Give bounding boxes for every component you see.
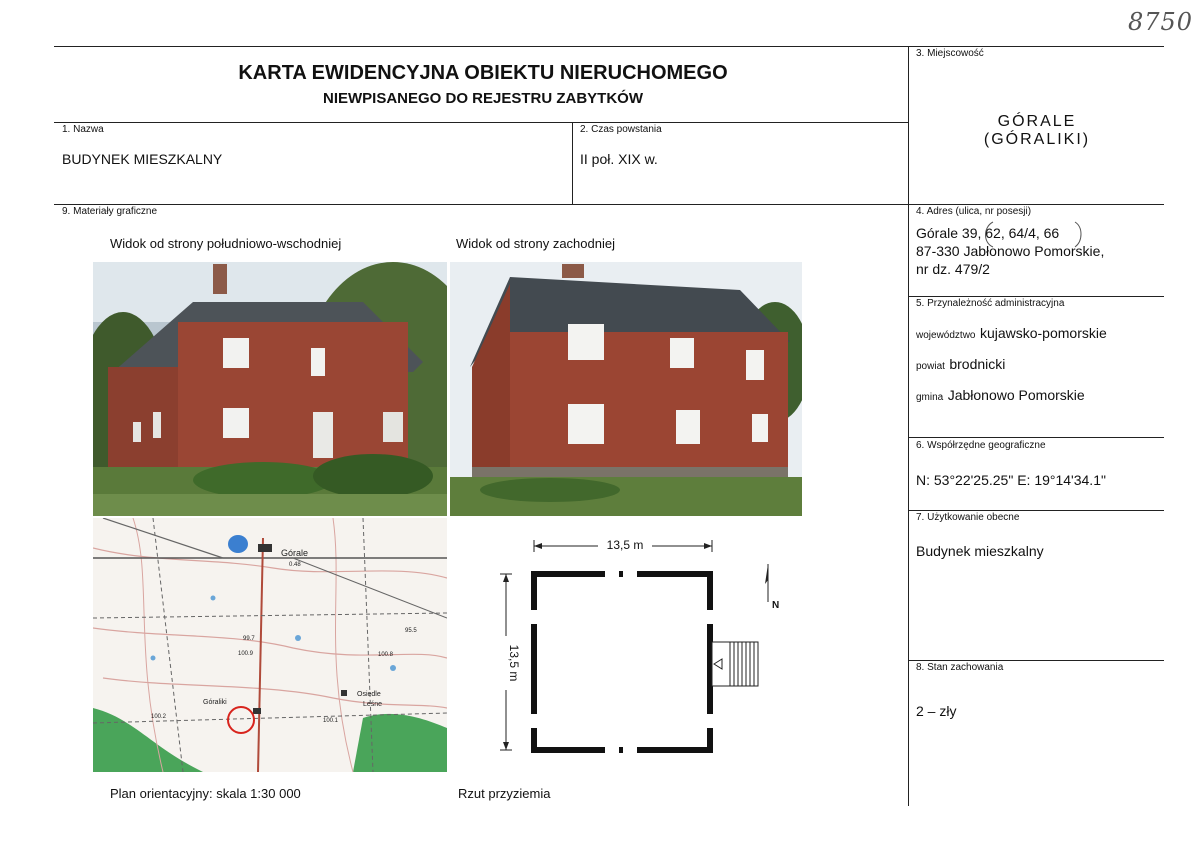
commune-prefix: gmina [916, 392, 944, 403]
locality-name: GÓRALE [997, 113, 1077, 130]
map-spot-1002: 100.2 [151, 714, 167, 720]
field-condition-label: 8. Stan zachowania [916, 662, 1004, 673]
field-usage-value: Budynek mieszkalny [916, 543, 1044, 559]
caption-ground-plan: Rzut przyziemia [458, 786, 551, 801]
ground-plan-drawing [450, 518, 802, 778]
caption-photo-southeast: Widok od strony południowo-wschodniej [110, 236, 342, 251]
map-spot-997: 99.7 [243, 636, 255, 642]
field-name-label: 1. Nazwa [62, 124, 104, 135]
address-line-1: Górale 39, 62, 64/4, 66 [916, 225, 1060, 241]
county-value: brodnicki [949, 356, 1006, 372]
caption-photo-west: Widok od strony zachodniej [456, 236, 615, 251]
map-spot-1009: 100.9 [238, 651, 254, 657]
map-label-goraliki: Góraliki [203, 699, 227, 706]
field-coords-label: 6. Współrzędne geograficzne [916, 440, 1046, 451]
handwritten-circle-mark [979, 219, 1019, 249]
field-locality-value [910, 113, 1164, 149]
handwritten-bracket-mark [1071, 219, 1091, 249]
map-spot-1008: 100.8 [378, 652, 394, 658]
field-condition-value: 2 – zły [916, 703, 957, 719]
plan-height-label: 13,5 m [507, 644, 521, 682]
section-divider [54, 204, 1164, 205]
field-graphics-label: 9. Materiały graficzne [62, 206, 158, 217]
photo-west-view [450, 262, 802, 516]
name-date-divider [572, 122, 573, 204]
plan-width-label: 13,5 m [606, 538, 644, 552]
address-line-3: nr dz. 479/2 [916, 261, 990, 277]
photo-southeast-image [93, 262, 447, 516]
handwritten-number: 8750 [1128, 8, 1194, 36]
ground-plan [450, 518, 802, 778]
commune-value: Jabłonowo Pomorskie [947, 387, 1085, 403]
map-label-lesne: Leśne [363, 701, 383, 708]
map-label-gorale: Górale [281, 548, 309, 558]
page-subtitle: NIEWPISANEGO DO REJESTRU ZABYTKÓW [322, 90, 644, 107]
map-spot-955: 95.5 [405, 628, 417, 634]
locality-alt-name: (GÓRALIKI) [983, 131, 1091, 148]
page-title: KARTA EWIDENCYJNA OBIEKTU NIERUCHOMEGO [238, 62, 728, 84]
address-line-2: 87-330 Jabłonowo Pomorskie, [916, 243, 1105, 259]
voivodeship-value: kujawsko-pomorskie [979, 325, 1107, 341]
field-usage-label: 7. Użytkowanie obecne [916, 512, 1020, 523]
map-label-osiedle: Osiedle [357, 691, 381, 698]
divider-6-7 [908, 510, 1164, 511]
north-indicator: N [772, 600, 780, 611]
voivodeship-prefix: województwo [916, 330, 976, 341]
photo-west-image [450, 262, 802, 516]
field-date-label: 2. Czas powstania [580, 124, 662, 135]
field-name-value: BUDYNEK MIESZKALNY [62, 151, 223, 167]
map-spot-048: 0.48 [289, 562, 301, 568]
admin-commune [916, 387, 1085, 405]
location-map [93, 518, 447, 772]
photo-southeast-view [93, 262, 447, 516]
top-border [54, 46, 1164, 47]
field-date-value: II poł. XIX w. [580, 151, 658, 167]
admin-voivodeship [916, 325, 1107, 343]
right-column-divider [908, 46, 909, 806]
divider-4-5 [908, 296, 1164, 297]
field-locality-label: 3. Miejscowość [916, 48, 984, 59]
county-prefix: powiat [916, 361, 945, 372]
topographic-map [93, 518, 447, 772]
header-bottom-border [54, 122, 908, 123]
map-spot-1001: 100.1 [323, 718, 339, 724]
caption-map: Plan orientacyjny: skala 1:30 000 [110, 786, 301, 801]
divider-5-6 [908, 437, 1164, 438]
field-address-label: 4. Adres (ulica, nr posesji) [916, 206, 1032, 217]
admin-county [916, 356, 1005, 374]
divider-7-8 [908, 660, 1164, 661]
field-admin-label: 5. Przynależność administracyjna [916, 298, 1065, 309]
field-coords-value: N: 53°22'25.25" E: 19°14'34.1" [916, 472, 1106, 488]
